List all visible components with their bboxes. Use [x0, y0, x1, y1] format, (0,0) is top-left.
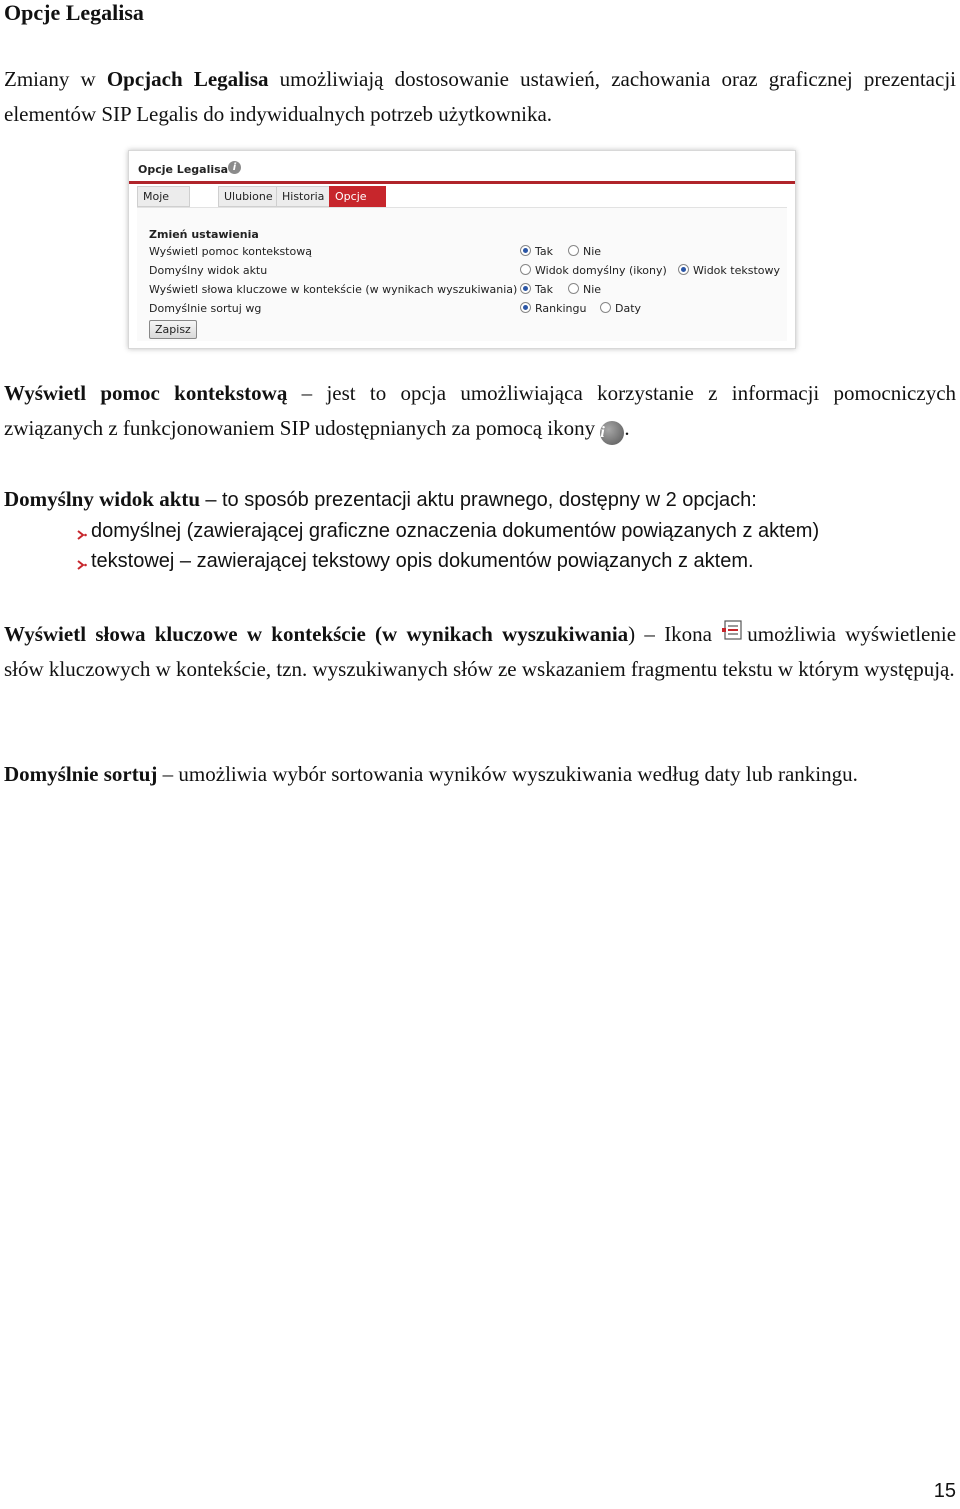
radio-label: Widok tekstowy [693, 264, 781, 277]
sort-text: – umożliwia wybór sortowania wyników wyszukiwania według daty lub rankingu. [162, 762, 858, 786]
view-text: – to sposób prezentacji aktu prawnego, dostępny w 2 opcjach: [205, 489, 757, 511]
intro-pre: Zmiany w [4, 67, 96, 91]
radio-keywords-tak[interactable] [520, 283, 531, 294]
keywords-after-bold: ) – Ikona [628, 622, 713, 646]
tab-ulubione[interactable]: Ulubione [218, 186, 279, 207]
sort-paragraph [4, 757, 956, 792]
radio-sort-ranking[interactable] [520, 302, 531, 313]
row-label-sort: Domyślnie sortuj wg [149, 302, 262, 315]
page-title: Opcje Legalisa [4, 0, 144, 25]
radio-view-text[interactable] [678, 264, 689, 275]
radio-label: Nie [583, 283, 602, 296]
info-icon[interactable]: i [228, 161, 241, 174]
row-label-view: Domyślny widok aktu [149, 264, 268, 277]
help-end: . [624, 416, 630, 440]
view-bullet-2: tekstowej – zawierającej tekstowy opis dokumentów powiązanych z aktem. [91, 550, 754, 572]
view-paragraph [4, 482, 956, 518]
settings-form [137, 207, 787, 341]
keywords-text: umożliwia wyświetlenie słów kluczowych w kontekście, tzn. wyszukiwanych słów ze wskazaniem fragmentu tekstu w którym występują. [4, 622, 957, 681]
radio-label: Tak [535, 283, 554, 296]
intro-paragraph [4, 62, 956, 132]
keywords-paragraph [4, 617, 956, 687]
radio-view-default[interactable] [520, 264, 531, 275]
save-button[interactable]: Zapisz [149, 320, 197, 339]
screenshot-header [129, 151, 795, 184]
row-label-help: Wyświetl pomoc kontekstową [149, 245, 312, 258]
intro-post: umożliwiają dostosowanie ustawień, zachowania oraz graficznej prezentacji elementów SIP Legalis do indywidualnych potrzeb użytkownika. [4, 67, 956, 126]
settings-section-title: Zmień ustawienia [149, 228, 259, 241]
tab-moje-moduly[interactable]: Moje [137, 186, 190, 207]
help-bold: Wyświetl pomoc kontekstową [4, 381, 288, 405]
keywords-bold: Wyświetl słowa kluczowe w kontekście (w wynikach wyszukiwania [4, 622, 629, 646]
row-label-keywords: Wyświetl słowa kluczowe w kontekście (w wynikach wyszukiwania) [149, 283, 518, 296]
options-screenshot [128, 150, 796, 349]
view-bullet-1: domyślnej (zawierającej graficzne oznaczenia dokumentów powiązanych z aktem) [91, 520, 820, 542]
radio-label: Widok domyślny (ikony) [535, 264, 667, 277]
help-text: – jest to opcja umożliwiająca korzystanie z informacji pomocniczych związanych z funkcjonowaniem SIP udostępnianych za pomocą ikony [4, 381, 957, 440]
info-icon: i [600, 421, 624, 445]
screenshot-title: Opcje Legalisa [138, 163, 229, 176]
radio-label: Rankingu [535, 302, 587, 315]
tab-historia[interactable]: Historia [276, 186, 330, 207]
page-number: 15 [933, 1480, 956, 1502]
radio-label: Daty [615, 302, 642, 315]
sort-bold: Domyślnie sortuj [4, 762, 158, 786]
arrow-bullet-icon [76, 529, 88, 541]
view-bold: Domyślny widok aktu [4, 487, 201, 511]
keywords-context-icon [721, 619, 747, 641]
tab-opcje-legalisa[interactable]: Opcje [329, 186, 386, 207]
intro-bold: Opcjach Legalisa [106, 67, 269, 91]
radio-keywords-nie[interactable] [568, 283, 579, 294]
radio-help-nie[interactable] [568, 245, 579, 256]
radio-label: Tak [535, 245, 554, 258]
radio-sort-date[interactable] [600, 302, 611, 313]
radio-label: Nie [583, 245, 602, 258]
radio-help-tak[interactable] [520, 245, 531, 256]
arrow-bullet-icon [76, 559, 88, 571]
help-paragraph [4, 376, 956, 446]
